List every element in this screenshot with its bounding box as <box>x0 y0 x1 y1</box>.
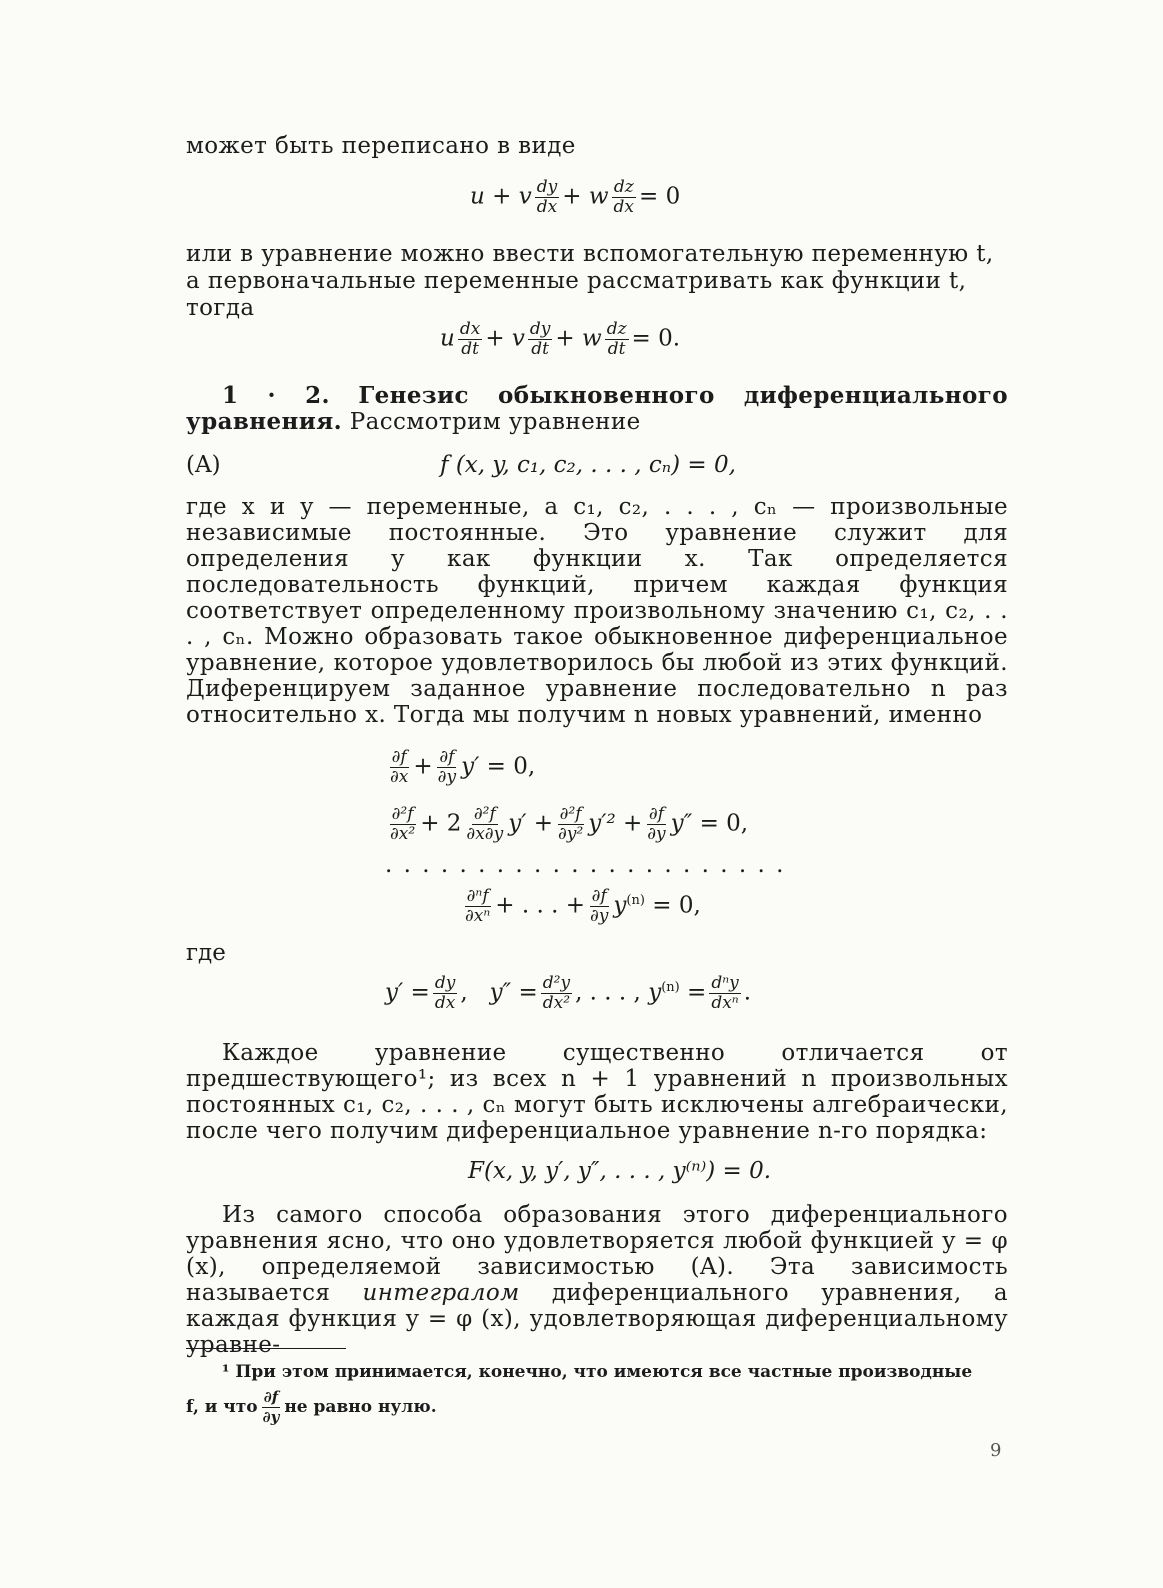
equation-deriv-2: $\frac{\text{∂²f}}{\text{∂x²}}$ + 2 $\frac{\text{∂²f}}{\partial x\partial y}$ y′ + $\frac{\text{∂²f}}{\text{∂y²}}$ y′² + $\frac{\partial f}{\partial y}$ y″ = 0, <box>390 804 749 844</box>
equation-deriv-1: $\frac{\partial f}{\partial x}$ + $\frac{\partial f}{\partial y}$ y′ = 0, <box>390 747 536 787</box>
page-number: 9 <box>990 1440 1002 1461</box>
equation-definitions: y′ = $\frac{dy}{dx}$ , y″ = $\frac{\text{d²y}}{\text{dx²}}$ , . . . , $y^{(n)}$ = $\frac{\text{dⁿy}}{\text{dxⁿ}}$ . <box>385 973 752 1013</box>
equation-1: u + v $\frac{dy}{dx}$ + w $\frac{dz}{dx}$ = 0 <box>470 177 681 217</box>
equation-A: f (x, y, c₁, c₂, . . . , cₙ) = 0, <box>440 452 736 478</box>
footnote-rule <box>186 1348 346 1349</box>
equation-label-A: (A) <box>186 452 221 478</box>
footnote-line-1: ¹ При этом принимается, конечно, что имеются все частные производные <box>222 1362 973 1382</box>
word-where: где <box>186 940 226 966</box>
paragraph-elimination: Каждое уравнение существенно отличается от предшествующего¹; из всех n + 1 уравнений n произвольных постоянных c₁, c₂, . . . , cₙ могут быть исключены алгебраически, после чего получим диференциальное уравнение n-го порядка: <box>186 1040 1008 1144</box>
section-heading: 1 · 2. Генезис обыкновенного диференциального уравнения. Рассмотрим уравнение <box>186 382 1008 435</box>
paragraph-integral: Из самого способа образования этого диференциального уравнения ясно, что оно удовлетворяется любой функцией y = φ (x), определяемой зависимостью (A). Эта зависимость называется интегралом диференциального уравнения, а каждая функция y = φ (x), удовлетворяющая диференциальному уравне- <box>186 1202 1008 1358</box>
paragraph-genesis: где x и y — переменные, а c₁, c₂, . . . , cₙ — произвольные независимые постоянные. Это уравнение служит для определения y как функции x. Так определяется последовательность функций, причем каждая функция соответствует определенному произвольному значению c₁, c₂, . . . , cₙ. Можно образовать такое обыкновенное диференциальное уравнение, которое удовлетворилось бы любой из этих функций. Диференцируем заданное уравнение последовательно n раз относительно x. Тогда мы получим n новых уравнений, именно <box>186 494 1008 728</box>
term-integral: интегралом <box>362 1280 520 1306</box>
equation-deriv-n: $\frac{\text{∂ⁿf}}{\text{∂xⁿ}}$ + . . . + $\frac{\partial f}{\partial y}$ $y^{(n)} = 0$, <box>465 886 701 926</box>
paragraph-substitution: или в уравнение можно ввести вспомогательную переменную t, а первоначальные переменные рассматривать как функции t, тогда <box>186 241 994 321</box>
equation-2: u $\frac{dx}{dt}$ + v $\frac{dy}{dt}$ + w $\frac{dz}{dt}$ = 0. <box>440 319 681 359</box>
equation-F: F(x, y, y′, y″, . . . , y⁽ⁿ⁾) = 0. <box>468 1158 772 1184</box>
paragraph-intro: может быть переписано в виде <box>186 133 576 159</box>
ellipsis-row: . . . . . . . . . . . . . . . . . . . . . . <box>385 852 786 878</box>
footnote-line-2: f, и что $\frac{\partial f}{\partial y}$ не равно нулю. <box>186 1388 437 1426</box>
